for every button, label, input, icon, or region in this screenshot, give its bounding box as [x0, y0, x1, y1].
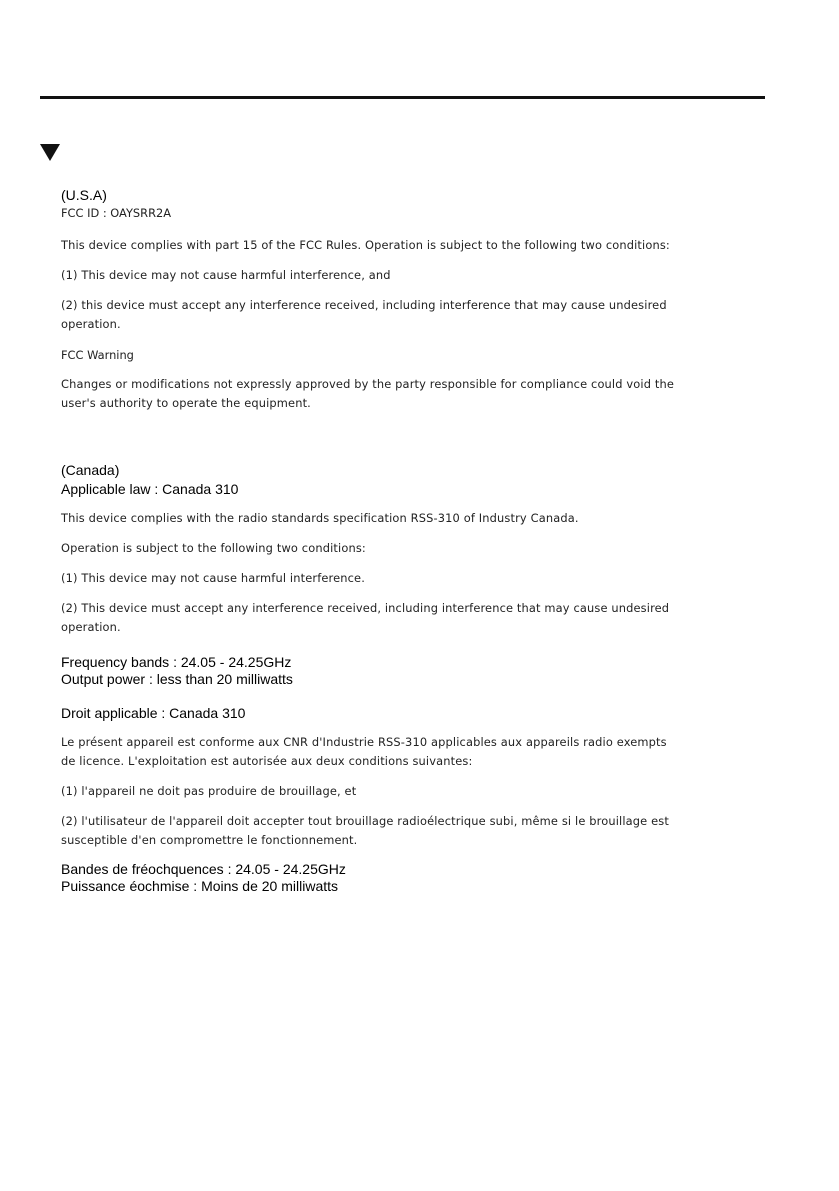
usa-condition-2-line1: (2) this device must accept any interference received, including interference that may cause undesired	[61, 298, 667, 312]
canada-condition-2-line2: operation.	[61, 620, 121, 634]
fcc-warning-title: FCC Warning	[61, 348, 134, 362]
fcc-warning-line2: user's authority to operate the equipment.	[61, 396, 311, 410]
canada-condition-2-line1: (2) This device must accept any interference received, including interference that may cause undesired	[61, 601, 670, 615]
fr-conformity-line2: de licence. L'exploitation est autorisée aux deux conditions suivantes:	[61, 754, 473, 768]
header-rule	[40, 96, 765, 99]
fcc-id: FCC ID : OAYSRR2A	[61, 206, 172, 220]
fr-condition-1: (1) l'appareil ne doit pas produire de brouillage, et	[61, 784, 357, 798]
usa-condition-2-line2: operation.	[61, 317, 121, 331]
canada-condition-1: (1) This device may not cause harmful interference.	[61, 571, 365, 585]
output-power: Output power : less than 20 milliwatts	[61, 671, 293, 687]
usa-condition-1: (1) This device may not cause harmful interference, and	[61, 268, 391, 282]
applicable-law: Applicable law : Canada 310	[61, 481, 239, 497]
bandes-frequences: Bandes de fréochquences : 24.05 - 24.25GHz	[61, 861, 346, 877]
usa-compliance-text: This device complies with part 15 of the FCC Rules. Operation is subject to the following two conditions:	[61, 238, 670, 252]
fcc-warning-line1: Changes or modifications not expressly approved by the party responsible for compliance could void the	[61, 377, 675, 391]
usa-heading: (U.S.A)	[61, 187, 107, 203]
puissance-emise: Puissance éochmise : Moins de 20 milliwatts	[61, 878, 339, 894]
canada-operation-text: Operation is subject to the following two conditions:	[61, 541, 366, 555]
canada-compliance-text: This device complies with the radio standards specification RSS-310 of Industry Canada.	[61, 511, 579, 525]
fr-conformity-line1: Le présent appareil est conforme aux CNR d'Industrie RSS-310 applicables aux appareils radio exempts	[61, 735, 667, 749]
fr-condition-2-line1: (2) l'utilisateur de l'appareil doit accepter tout brouillage radioélectrique subi, même si le brouillage est	[61, 814, 669, 828]
droit-applicable: Droit applicable : Canada 310	[61, 705, 246, 721]
fr-condition-2-line2: susceptible d'en compromettre le fonctionnement.	[61, 833, 358, 847]
frequency-bands: Frequency bands : 24.05 - 24.25GHz	[61, 654, 292, 670]
canada-heading: (Canada)	[61, 462, 120, 478]
section-triangle-marker-icon	[40, 144, 60, 161]
